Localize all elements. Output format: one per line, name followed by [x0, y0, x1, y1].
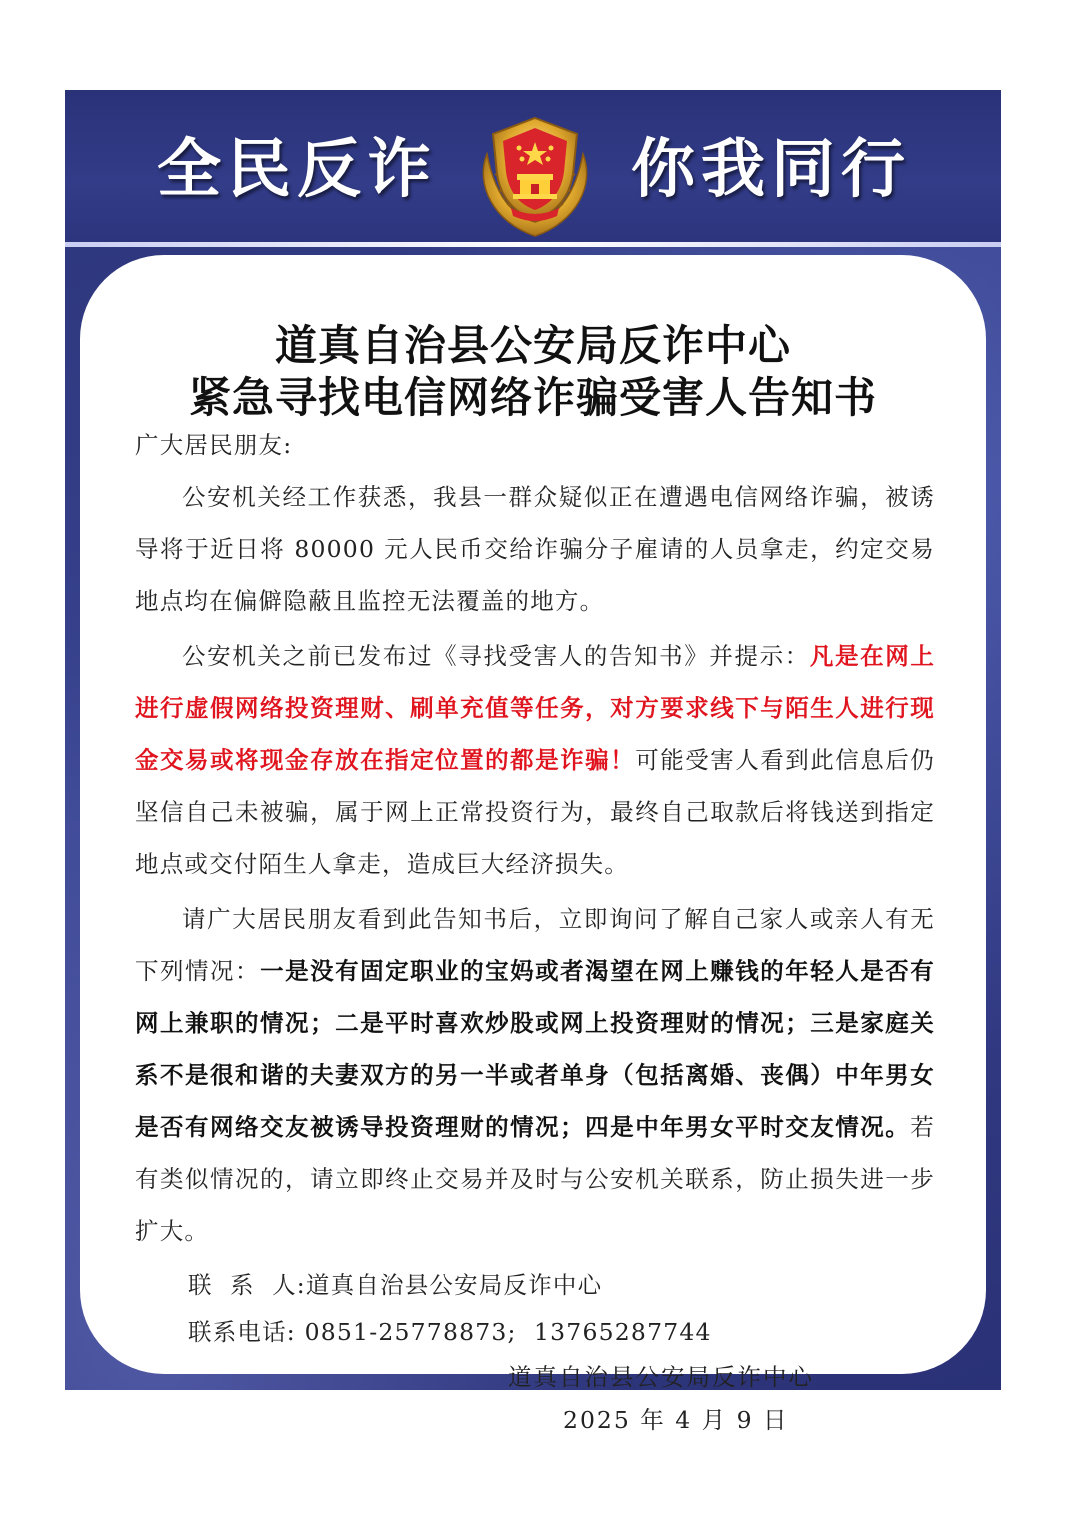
- slogan-right: 你我同行: [631, 133, 911, 207]
- paragraph-3-tail: 若有类似情况的，请立即终止交易并及时与公安机关联系，防止损失进一步扩大。: [135, 1113, 935, 1245]
- contact-person-label: 联 系 人:: [188, 1271, 306, 1299]
- title-line-2: 紧急寻找电信网络诈骗受害人告知书: [188, 373, 877, 422]
- contact-phone-label: 联系电话:: [188, 1318, 296, 1346]
- contact-person: [188, 1265, 602, 1305]
- title-line-1: 道真自治县公安局反诈中心: [274, 321, 791, 370]
- greeting: 广大居民朋友:: [135, 431, 293, 459]
- fraud-warning-highlight: 凡是在网上进行虚假网络投资理财、刷单充值等任务，对方要求线下与陌生人进行现金交易或将现金存放在指定位置的都是诈骗！: [135, 642, 936, 774]
- banner-divider: [65, 242, 1001, 247]
- paragraph-3-lead: 请广大居民朋友看到此告知书后，立即询问了解自己家人或亲人有无下列情况：: [135, 905, 935, 985]
- risk-situations-list: 一是没有固定职业的宝妈或者渴望在网上赚钱的年轻人是否有网上兼职的情况；二是平时喜欢炒股或网上投资理财的情况；三是家庭关系不是很和谐的夫妻双方的另一半或者单身（包括离婚、丧偶）中年男女是否有网络交友被诱导投资理财的情况；四是中年男女平时交友情况。: [135, 957, 936, 1141]
- paragraph-2-tail: 可能受害人看到此信息后仍坚信自己未被骗，属于网上正常投资行为，最终自己取款后将钱送到指定地点或交付陌生人拿走，造成巨大经济损失。: [135, 746, 936, 878]
- paragraph-2: [135, 630, 935, 890]
- paragraph-3: [135, 893, 935, 1257]
- slogan-left: 全民反诈: [157, 133, 437, 207]
- header-banner: [65, 90, 1001, 245]
- signature-org: 道真自治县公安局反诈中心: [508, 1363, 814, 1391]
- police-emblem-icon: [465, 104, 605, 244]
- notice-card: [80, 255, 986, 1434]
- notice-poster: [65, 90, 1001, 1434]
- contact-phone: [188, 1312, 712, 1352]
- paragraph-2-lead: 公安机关之前已发布过《寻找受害人的告知书》并提示：: [182, 642, 810, 670]
- paragraph-1: 公安机关经工作获悉，我县一群众疑似正在遭遇电信网络诈骗，被诱导将于近日将 80000 元人民币交给诈骗分子雇请的人员拿走，约定交易地点均在偏僻隐蔽且监控无法覆盖的地方。: [135, 483, 935, 615]
- signature-date: 2025 年 4 月 9 日: [563, 1406, 789, 1434]
- contact-phone-value: 0851-25778873; 13765287744: [304, 1318, 712, 1346]
- contact-person-value: 道真自治县公安局反诈中心: [305, 1271, 603, 1299]
